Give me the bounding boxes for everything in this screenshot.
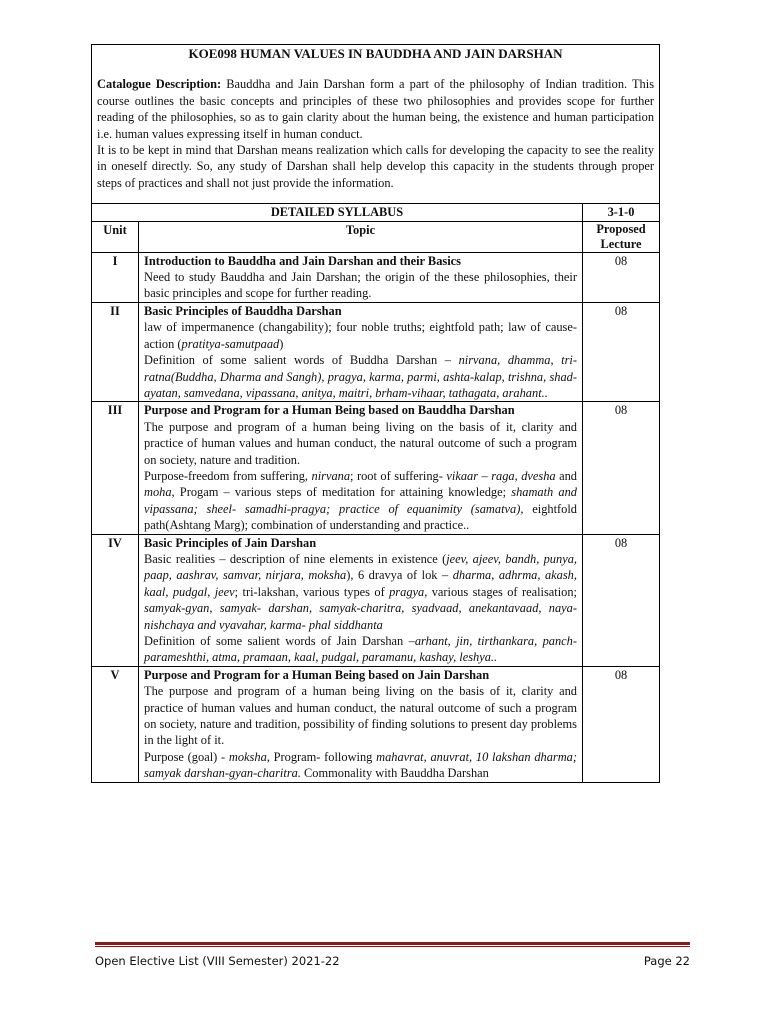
catalogue-label: Catalogue Description:	[97, 77, 222, 92]
unit-paragraph	[144, 352, 577, 401]
detailed-syllabus-heading: DETAILED SYLLABUS	[92, 204, 583, 221]
lecture-count: 08	[583, 666, 660, 782]
topic-cell	[139, 666, 583, 782]
unit-row	[92, 402, 660, 534]
unit-number: IV	[92, 534, 139, 666]
unit-paragraph	[144, 468, 577, 534]
syllabus-document	[91, 44, 659, 783]
unit-title: Purpose and Program for a Human Being based on Bauddha Darshan	[144, 403, 515, 418]
text-run: , various stages of realisation;	[424, 584, 578, 599]
italic-term: pragya	[389, 584, 425, 599]
italic-term: pratitya-samutpaad	[181, 336, 280, 351]
text-run: Purpose (goal) -	[144, 749, 229, 764]
footer-text-row	[95, 954, 690, 968]
lecture-count: 08	[583, 402, 660, 534]
text-run: Purpose-freedom from suffering,	[144, 468, 312, 483]
italic-term: vikaar – raga, dvesha	[446, 468, 556, 483]
text-run: ; tri-lakshan, various types of	[234, 584, 390, 599]
catalogue-paragraph-2: It is to be kept in mind that Darshan means realization which calls for developing the capacity to see the reality in oneself directly. So, any study of Darshan shall help develop this capacity in the students through proper steps of practices and shall not just provide the information.	[97, 143, 655, 190]
unit-content: Need to study Bauddha and Jain Darshan; the origin of the these philosophies, their basic principles and scope for further reading.	[144, 270, 577, 301]
footer-rule-thin	[95, 946, 690, 947]
text-run: , Program- following	[266, 749, 377, 764]
unit-paragraph	[144, 551, 577, 633]
italic-term: jeev, ajeev, bandh, punya, paap, aashrav, samvar, nirjara, moksha	[144, 551, 577, 583]
unit-row	[92, 534, 660, 666]
italic-term: nirvana	[311, 468, 351, 483]
unit-number: III	[92, 402, 139, 534]
unit-paragraph	[144, 319, 577, 352]
page-footer	[95, 942, 690, 968]
italic-term: shamath and vipassana; sheel- samadhi-pragya; practice of equanimity (samatva),	[144, 485, 577, 516]
text-run: Definition of some salient words of Jain Darshan –	[144, 634, 415, 648]
unit-title: Basic Principles of Bauddha Darshan	[144, 303, 342, 318]
unit-row	[92, 666, 660, 782]
course-header-row	[92, 45, 660, 204]
text-run: Commonality with Bauddha Darshan	[300, 766, 489, 781]
unit-paragraph	[144, 749, 577, 782]
topic-cell	[139, 252, 583, 302]
syllabus-table	[91, 44, 660, 783]
italic-terms: nirvana, dhamma, tri- ratna(Buddha, Dharma and Sangh), pragya, karma, parmi, ashta-kalap, trishna, shad-ayatan, samvedana, vipassana, anitya, maitri, brham-vihaar, tathagata, arahant..	[144, 353, 578, 400]
text-run: law of impermanence (changability); four noble truths; eightfold path; law of cause- action (	[144, 320, 577, 351]
text-run: )	[279, 336, 284, 351]
column-header-row	[92, 221, 660, 252]
unit-number: II	[92, 302, 139, 401]
catalogue-text-1: Bauddha and Jain Darshan form a part of the philosophy of Indian tradition. This course outlines the basic concepts and principles of these two philosophies and provides scope for further reading of the philosophies, so as to gain clarity about the human being, the existence and human participation i.e. human values expressing itself in human conduct.	[97, 77, 655, 141]
italic-terms: arhant, jin, tirthankara, panch- parameshthi, atma, pramaan, kaal, pudgal, paramanu, kashay, leshya..	[144, 634, 577, 665]
lecture-count: 08	[583, 252, 660, 302]
text-run: and	[555, 468, 578, 483]
text-run: , Progam – various steps of meditation for attaining knowledge;	[171, 485, 512, 500]
lecture-count: 08	[583, 302, 660, 401]
lecture-count: 08	[583, 534, 660, 666]
italic-term: mahavrat, anuvrat, 10 lakshan dharma; samyak darshan-gyan-charitra.	[144, 749, 577, 781]
text-run: ), 6 dravya of lok –	[346, 568, 453, 583]
course-title: KOE098 HUMAN VALUES IN BAUDDHA AND JAIN DARSHAN	[188, 46, 563, 61]
text-run: Definition of some salient words of Buddha Darshan –	[144, 353, 459, 368]
unit-row	[92, 252, 660, 302]
footer-page-number: Page 22	[643, 954, 690, 968]
catalogue-description	[97, 76, 654, 203]
unit-number: I	[92, 252, 139, 302]
lecture-column-header: Proposed Lecture	[583, 221, 660, 252]
text-run: eightfold path(Ashtang Marg); combination of understanding and practice..	[144, 501, 577, 533]
catalogue-paragraph-1	[97, 76, 654, 142]
course-header-cell	[92, 45, 660, 204]
italic-term: moksha	[228, 749, 267, 764]
unit-number: V	[92, 666, 139, 782]
italic-term: moha	[144, 485, 172, 500]
topic-column-header: Topic	[139, 221, 583, 252]
unit-paragraph: The purpose and program of a human being living on the basis of it, clarity and practice of human values and human conduct, the natural outcome of such a program on society, nature and tradition, possibility of finding solutions to present day problems in the light of it.	[144, 684, 577, 748]
topic-cell	[139, 534, 583, 666]
unit-title: Introduction to Bauddha and Jain Darshan and their Basics	[144, 253, 461, 268]
text-run: ; root of suffering-	[350, 468, 447, 483]
footer-rule-thick	[95, 942, 690, 945]
syllabus-heading-row	[92, 204, 660, 221]
topic-cell	[139, 402, 583, 534]
unit-title: Purpose and Program for a Human Being based on Jain Darshan	[144, 667, 490, 682]
unit-row	[92, 302, 660, 401]
unit-paragraph	[144, 633, 577, 666]
ltp-label: 3-1-0	[583, 204, 660, 221]
footer-document-title: Open Elective List (VIII Semester) 2021-22	[95, 954, 340, 968]
text-run: Basic realities – description of nine elements in existence (	[144, 551, 447, 566]
italic-term: samyak-gyan, samyak- darshan, samyak-charitra, syadvaad, anekantavaad, naya- nishchaya and vyavahar, karma- phal siddhanta	[144, 601, 577, 632]
unit-paragraph: The purpose and program of a human being living on the basis of it, clarity and practice of human values and human conduct, the natural outcome of such a program on society, nature and tradition.	[144, 419, 577, 467]
unit-title: Basic Principles of Jain Darshan	[144, 535, 317, 550]
italic-term: dharma, adhrma, akash, kaal, pudgal, jeev	[144, 568, 577, 599]
unit-column-header: Unit	[92, 221, 139, 252]
topic-cell	[139, 302, 583, 401]
